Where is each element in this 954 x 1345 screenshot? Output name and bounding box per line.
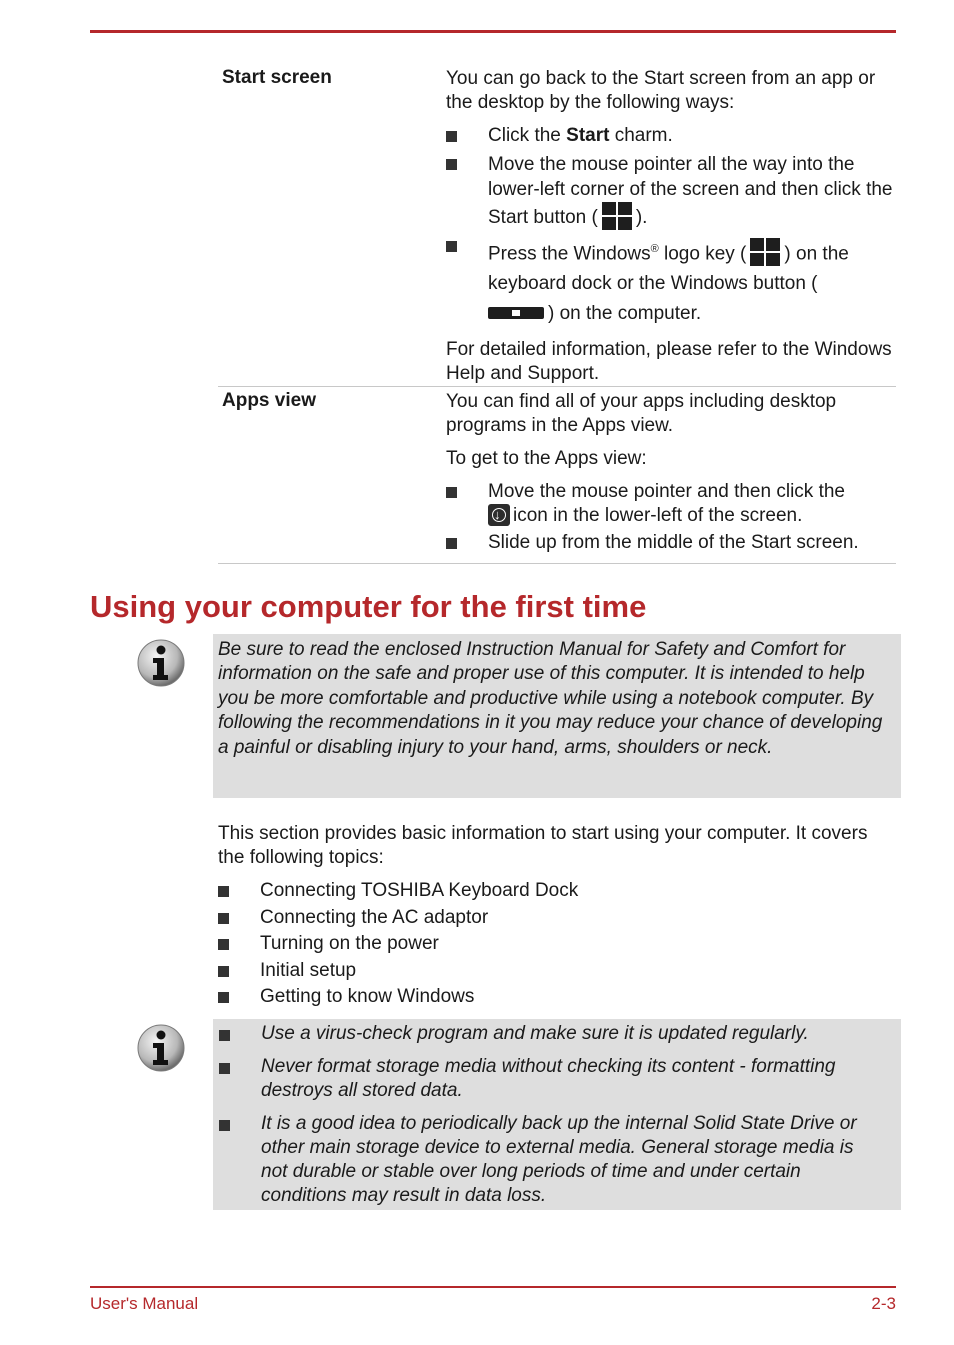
topics-list [218, 879, 878, 1012]
list-item [218, 879, 878, 906]
bullet-text: ). [635, 207, 648, 228]
info-icon [136, 638, 186, 688]
bullet-square-icon [446, 241, 457, 252]
list-item [213, 1112, 883, 1208]
bullet-text: Slide up from the middle of the Start screen. [488, 532, 859, 553]
topic-label: Getting to know Windows [260, 986, 475, 1007]
storage-note-list [213, 1022, 883, 1208]
note-text: It is a good idea to periodically back up the internal Solid State Drive or other main storage device to external media. General storage media is not durable or stable over long periods of time and under certain conditions may result in data loss. [261, 1113, 857, 1206]
term-start-screen: Start screen [222, 67, 332, 88]
apps-down-arrow-icon [488, 504, 510, 526]
bullet-text: Press the Windows [488, 243, 651, 265]
list-item [213, 1055, 883, 1103]
term-apps-view: Apps view [222, 390, 316, 411]
bullet-square-icon [218, 992, 229, 1003]
list-item [446, 124, 896, 148]
storage-note [213, 1019, 901, 1210]
table-row-apps-view [218, 389, 896, 564]
bullet-square-icon [218, 939, 229, 950]
windows-button-icon [488, 307, 544, 319]
bullet-text: ) on the keyboard dock or the Windows button ( [488, 243, 849, 295]
start-screen-outro: For detailed information, please refer to the Windows Help and Support. [446, 339, 892, 385]
list-item [446, 480, 896, 528]
bullet-square-icon [446, 131, 457, 142]
bullet-text: ) on the computer. [548, 303, 702, 325]
bullet-square-icon [218, 966, 229, 977]
note-text: Never format storage media without checking its content - formatting destroys all stored data. [261, 1056, 836, 1101]
table-row-start-screen [218, 67, 896, 387]
list-item [218, 985, 878, 1012]
safety-note-text: Be sure to read the enclosed Instruction Manual for Safety and Comfort for information on the safe and proper use of this computer. It is intended to help you be more comfortable and productive while using a notebook computer. By following the recommendations in it you may reduce your chance of developing a painful or disabling injury to your hand, arms, shoulders or neck. [218, 639, 883, 758]
bullet-square-icon [218, 886, 229, 897]
bullet-square-icon [219, 1120, 230, 1131]
note-text: Use a virus-check program and make sure it is updated regularly. [261, 1023, 809, 1044]
apps-view-bullets [446, 480, 896, 555]
info-icon [136, 1023, 186, 1073]
bullet-square-icon [446, 487, 457, 498]
registered-mark: ® [650, 243, 659, 255]
topic-label: Turning on the power [260, 933, 439, 954]
footer-rule [90, 1286, 896, 1288]
topic-label: Connecting the AC adaptor [260, 906, 489, 928]
list-item [446, 531, 896, 555]
page-number: 2-3 [871, 1294, 896, 1313]
list-item [218, 959, 878, 986]
bullet-text: logo key ( [658, 243, 747, 265]
topic-label: Connecting TOSHIBA Keyboard Dock [260, 880, 579, 901]
section-heading: Using your computer for the first time [90, 589, 647, 624]
list-item [446, 234, 896, 329]
list-item [218, 906, 878, 933]
bullet-text: Click the [488, 125, 567, 146]
apps-view-to-get: To get to the Apps view: [446, 448, 647, 469]
bullet-square-icon [446, 159, 457, 170]
desc-start-screen [446, 67, 896, 395]
bullet-text: Move the mouse pointer all the way into the lower-left corner of the screen and then click the Start button ( [488, 154, 893, 228]
list-item [218, 932, 878, 959]
footer-title: User's Manual [90, 1294, 199, 1313]
start-screen-intro: You can go back to the Start screen from an app or the desktop by the following ways: [446, 68, 876, 113]
desc-apps-view [446, 390, 896, 564]
windows-logo-icon [602, 202, 632, 230]
list-item [446, 152, 896, 230]
start-screen-bullets [446, 124, 896, 329]
apps-view-intro: You can find all of your apps including desktop programs in the Apps view. [446, 391, 837, 436]
safety-note [213, 634, 901, 798]
bullet-square-icon [446, 538, 457, 549]
windows-logo-key-icon [750, 238, 780, 266]
header-rule [90, 30, 896, 33]
start-charm-label: Start [566, 125, 610, 146]
bullet-text: Move the mouse pointer and then click the [488, 481, 845, 502]
bullet-square-icon [219, 1030, 230, 1041]
topic-label: Initial setup [260, 959, 357, 981]
bullet-text: charm. [609, 125, 673, 146]
list-item [213, 1022, 883, 1046]
section-intro: This section provides basic information to start using your computer. It covers the following topics: [218, 823, 868, 868]
bullet-square-icon [219, 1063, 230, 1074]
bullet-text: icon in the lower-left of the screen. [513, 505, 803, 526]
bullet-square-icon [218, 913, 229, 924]
